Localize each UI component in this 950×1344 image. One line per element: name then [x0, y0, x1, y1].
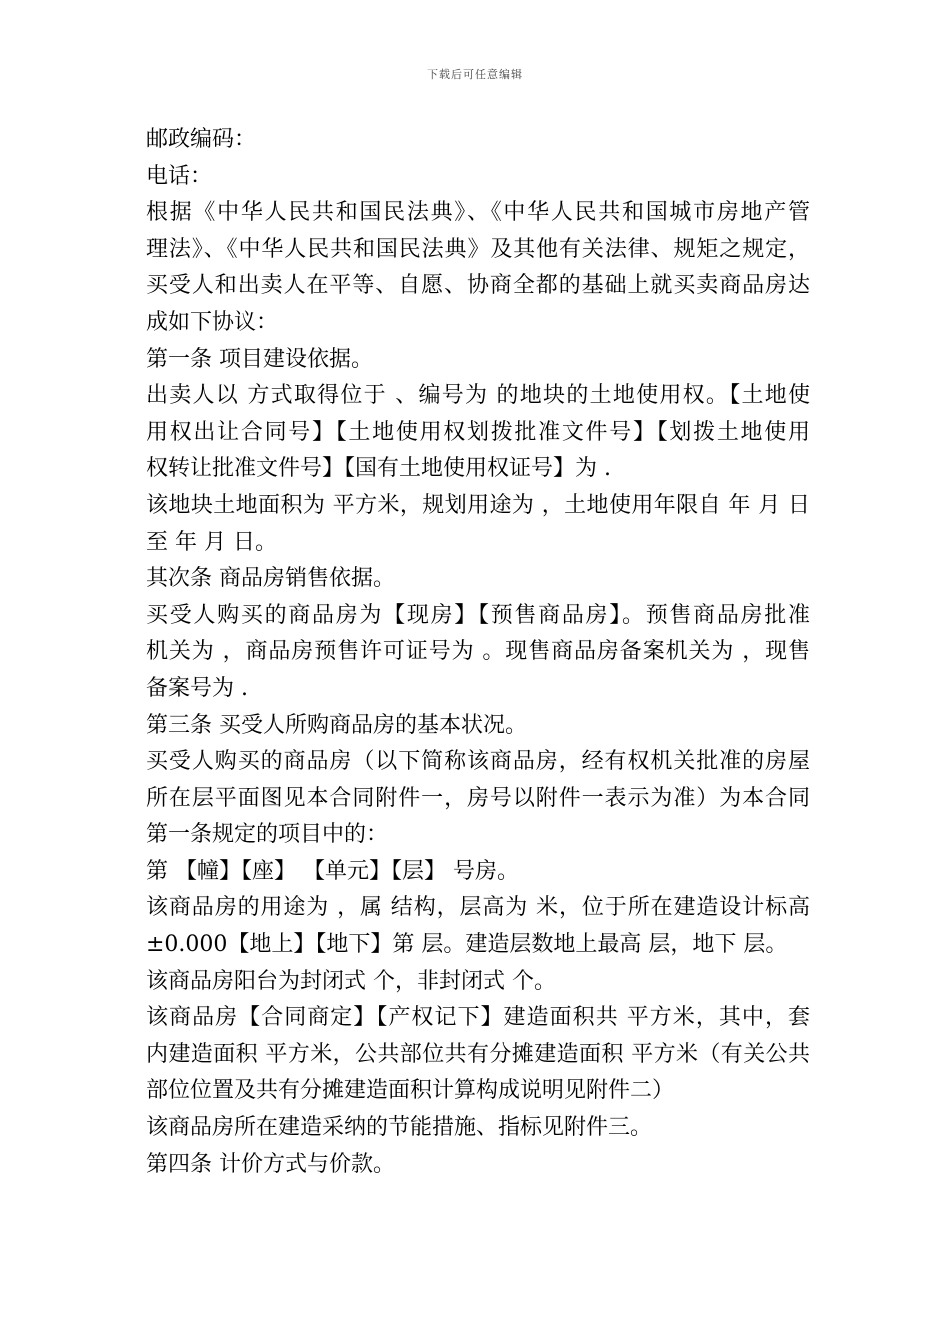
text-line: 所在层平面图见本合同附件一，房号以附件一表示为准）为本合同 — [146, 785, 810, 811]
text-line: 第三条 买受人所购商品房的基本状况。 — [146, 712, 527, 738]
text-line: 第一条规定的项目中的： — [146, 822, 389, 848]
text-line: 成如下协议： — [146, 309, 279, 335]
text-line: 第四条 计价方式与价款。 — [146, 1151, 395, 1177]
text-line: 买受人购买的商品房（以下简称该商品房，经有权机关批准的房屋 — [146, 749, 810, 775]
text-line: 该商品房的用途为 ，属 结构，层高为 米，位于所在建造设计标高 — [146, 895, 810, 921]
text-line: 该商品房阳台为封闭式 个，非封闭式 个。 — [146, 968, 556, 994]
text-line: 权转让批准文件号】【国有土地使用权证号】为 . — [146, 456, 611, 482]
text-line: 第 【幢】【座】 【单元】【层】 号房。 — [146, 858, 519, 884]
text-line: 该商品房所在建造采纳的节能措施、指标见附件三。 — [146, 1115, 653, 1141]
text-line: 备案号为 . — [146, 675, 248, 701]
document-body — [146, 122, 810, 1183]
text-line: 其次条 商品房销售依据。 — [146, 566, 395, 592]
text-line: ±0.000【地上】【地下】第 层。建造层数地上最高 层，地下 层。 — [146, 932, 788, 958]
text-line: 理法》、《中华人民共和国民法典》及其他有关法律、规矩之规定， — [146, 236, 810, 262]
text-line: 出卖人以 方式取得位于 、编号为 的地块的土地使用权。【土地使 — [146, 383, 810, 409]
text-line: 邮政编码： — [146, 127, 257, 152]
text-line: 电话： — [146, 163, 213, 189]
text-line: 根据《中华人民共和国民法典》、《中华人民共和国城市房地产管 — [146, 200, 810, 226]
text-line: 第一条 项目建设依据。 — [146, 346, 373, 372]
text-line: 该地块土地面积为 平方米，规划用途为 ，土地使用年限自 年 月 日 — [146, 492, 810, 518]
text-line: 买受人和出卖人在平等、自愿、协商全都的基础上就买卖商品房达 — [146, 273, 810, 299]
text-line: 机关为 ，商品房预售许可证号为 。现售商品房备案机关为 ，现售 — [146, 639, 810, 665]
text-line: 用权出让合同号】【土地使用权划拨批准文件号】【划拨土地使用 — [146, 419, 810, 445]
text-line: 该商品房【合同商定】【产权记下】建造面积共 平方米，其中，套 — [146, 1005, 810, 1031]
page-header: 下载后可任意编辑 — [427, 68, 523, 81]
text-line: 买受人购买的商品房为【现房】【预售商品房】。预售商品房批准 — [146, 602, 810, 628]
text-line: 部位位置及共有分摊建造面积计算构成说明见附件二） — [146, 1078, 675, 1104]
text-line: 内建造面积 平方米，公共部位共有分摊建造面积 平方米（有关公共 — [146, 1041, 810, 1067]
text-line: 至 年 月 日。 — [146, 529, 277, 555]
